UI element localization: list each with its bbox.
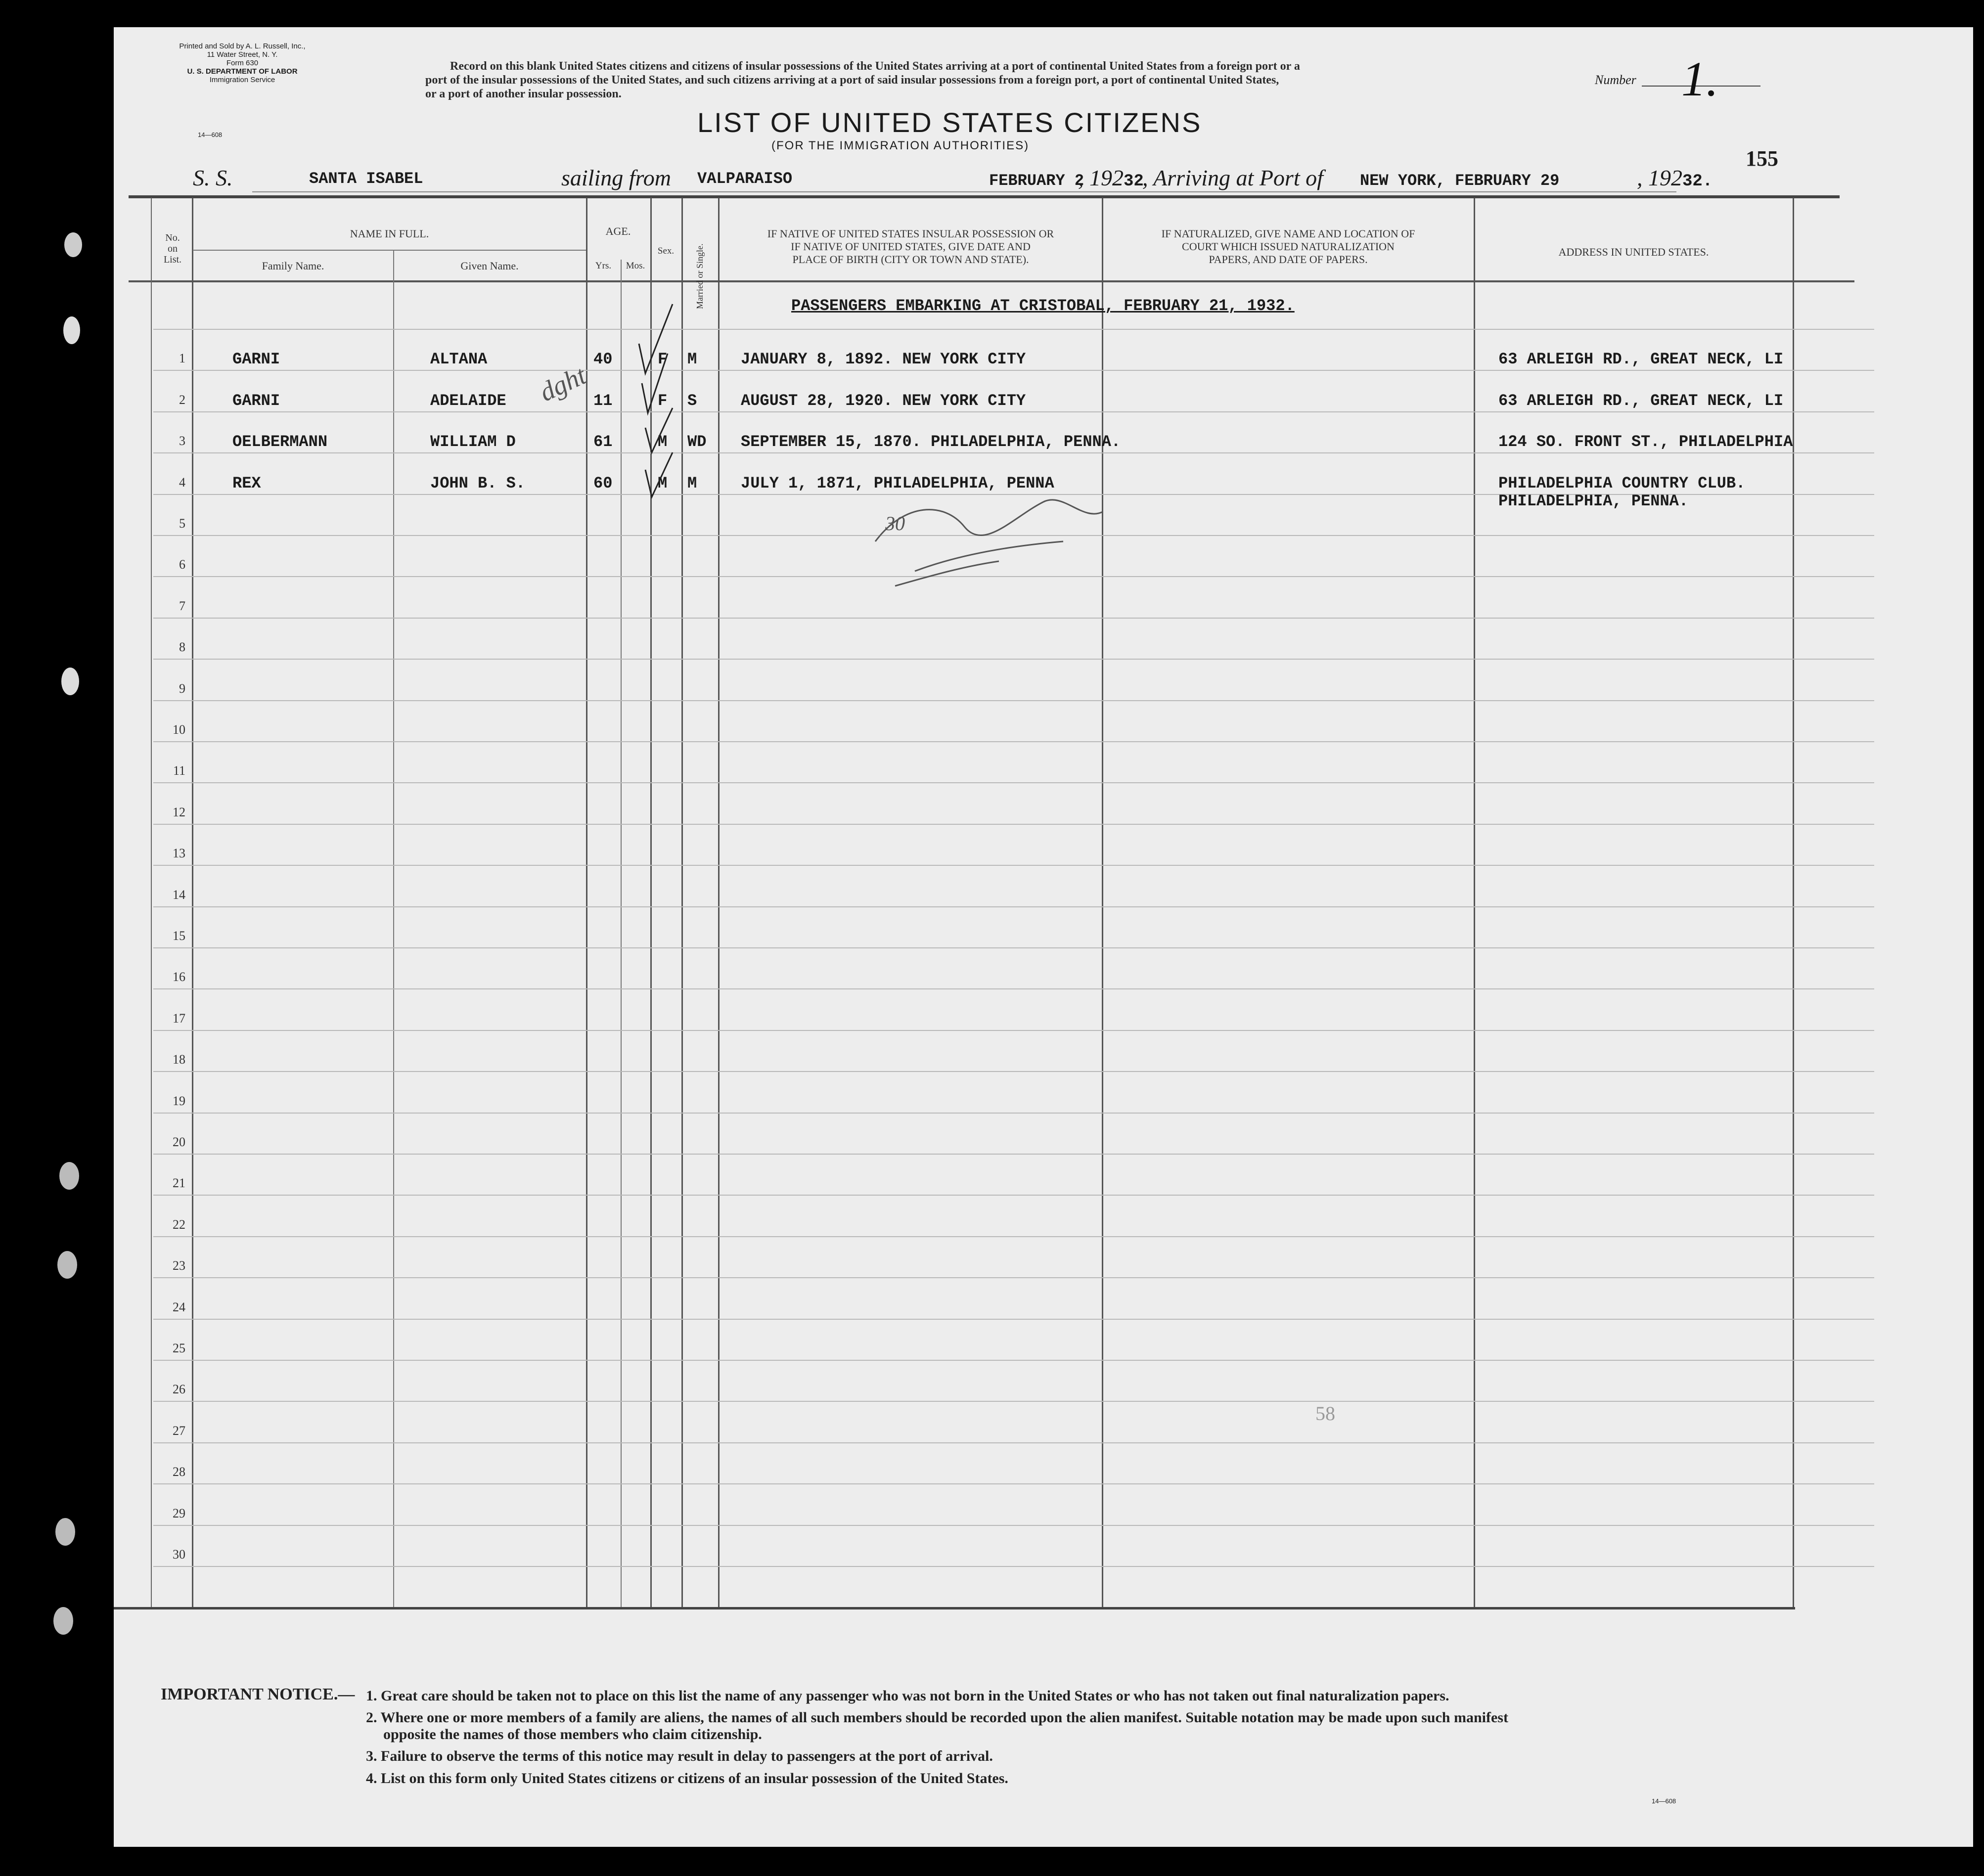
footer-code: 14—608: [1652, 1797, 1676, 1805]
row-number: 5: [179, 516, 185, 531]
instruction-line-3: or a port of another insular possession.: [425, 88, 622, 100]
punch-hole: [59, 1162, 79, 1190]
row-number: 20: [173, 1135, 185, 1149]
year-prefix-1: , 192: [1078, 165, 1124, 190]
row-number: 22: [173, 1217, 185, 1232]
header-family-name: Family Name.: [262, 260, 324, 272]
year-prefix-2: , 192: [1637, 165, 1682, 190]
header-list: List.: [163, 254, 182, 265]
passenger-marital-status: M: [687, 474, 697, 492]
passenger-marital-status: M: [687, 350, 697, 368]
passenger-given-name: ADELAIDE: [430, 392, 506, 410]
punch-hole: [64, 232, 82, 257]
instruction-line-2: port of the insular possessions of the United States, and such citizens arriving at a port of said insular possessions from a foreign port, a port of continental United States,: [425, 74, 1279, 87]
row-number: 24: [173, 1300, 185, 1314]
punch-hole: [63, 316, 80, 344]
ship-name: SANTA ISABEL: [309, 170, 423, 188]
form-code: 14—608: [198, 131, 223, 138]
row-number: 4: [179, 475, 185, 490]
handwritten-dght: dght: [535, 360, 591, 407]
handwritten-annotation: 30: [885, 512, 905, 535]
passenger-address: 63 ARLEIGH RD., GREAT NECK, LI: [1498, 392, 1784, 410]
row-number: 23: [173, 1258, 185, 1273]
punch-hole: [55, 1518, 75, 1546]
number-value: 1.: [1681, 51, 1718, 106]
printer-line-1: Printed and Sold by A. L. Russell, Inc.,: [179, 42, 306, 50]
header-name-in-full: NAME IN FULL.: [350, 227, 429, 240]
notice-item-3: 3. Failure to observe the terms of this notice may result in delay to passengers at the port of arrival.: [366, 1748, 993, 1764]
passenger-marital-status: S: [687, 392, 697, 410]
passenger-given-name: ALTANA: [430, 350, 488, 368]
from-port: VALPARAISO: [697, 170, 793, 188]
year-suffix-2: 32.: [1682, 172, 1713, 191]
row-number: 26: [173, 1382, 185, 1396]
page-title: LIST OF UNITED STATES CITIZENS: [697, 107, 1202, 138]
row-number: 29: [173, 1506, 185, 1520]
row-number: 1: [179, 351, 185, 365]
checkmark-stroke: [645, 408, 673, 452]
service: Immigration Service: [209, 76, 275, 84]
header-native-line-3: PLACE OF BIRTH (CITY OR TOWN AND STATE).: [792, 253, 1029, 266]
row-number: 27: [173, 1424, 185, 1438]
passenger-birth-details: JANUARY 8, 1892. NEW YORK CITY: [741, 350, 1026, 368]
passenger-address: 124 SO. FRONT ST., PHILADELPHIA: [1498, 433, 1793, 451]
row-number: 10: [173, 722, 185, 737]
checkmark-stroke: [639, 304, 673, 373]
header-address: ADDRESS IN UNITED STATES.: [1558, 246, 1709, 258]
passenger-family-name: GARNI: [232, 350, 280, 368]
header-native-line-1: IF NATIVE OF UNITED STATES INSULAR POSSESSION OR: [767, 227, 1054, 240]
passenger-age-years: 60: [593, 474, 613, 492]
row-number: 11: [173, 763, 185, 778]
row-number: 16: [173, 970, 185, 984]
row-number: 17: [173, 1011, 185, 1026]
punch-hole: [61, 668, 79, 695]
stamp-number: 58: [1315, 1402, 1335, 1425]
header-yrs: Yrs.: [595, 261, 612, 271]
header-age: AGE.: [605, 225, 631, 237]
row-number: 28: [173, 1465, 185, 1479]
page-subtitle: (FOR THE IMMIGRATION AUTHORITIES): [771, 139, 1030, 152]
row-number: 9: [179, 681, 185, 696]
passenger-age-years: 11: [593, 392, 613, 410]
row-number: 25: [173, 1341, 185, 1355]
page-number: 155: [1746, 146, 1778, 171]
header-sex: Sex.: [657, 246, 675, 256]
passenger-birth-details: JULY 1, 1871, PHILADELPHIA, PENNA: [741, 474, 1054, 492]
form-sheet: [114, 27, 1973, 1847]
header-naturalized-line-2: COURT WHICH ISSUED NATURALIZATION: [1182, 240, 1395, 253]
instruction-line-1: Record on this blank United States citizens and citizens of insular possessions of the United States arriving at a port of continental United States from a foreign port or a: [450, 60, 1300, 73]
sailing-label: sailing from: [561, 165, 671, 190]
row-number: 15: [173, 929, 185, 943]
passenger-given-name: WILLIAM D: [430, 433, 516, 451]
notice-item-4: 4. List on this form only United States citizens or citizens of an insular possession of the United States.: [366, 1770, 1008, 1787]
passenger-family-name: GARNI: [232, 392, 280, 410]
row-number: 13: [173, 846, 185, 860]
passenger-birth-details: SEPTEMBER 15, 1870. PHILADELPHIA, PENNA.: [741, 433, 1121, 451]
punch-hole: [57, 1251, 77, 1279]
number-label: Number: [1595, 73, 1636, 87]
passenger-sex: F: [658, 392, 668, 410]
department: U. S. DEPARTMENT OF LABOR: [187, 67, 298, 76]
row-number: 8: [179, 640, 185, 654]
signature-scribble: [875, 500, 1103, 586]
row-number: 30: [173, 1547, 185, 1562]
passenger-family-name: OELBERMANN: [232, 433, 328, 451]
checkmark-stroke: [645, 452, 673, 497]
year-suffix-1: 32: [1124, 172, 1144, 191]
row-number: 12: [173, 805, 185, 819]
row-number: 7: [179, 599, 185, 613]
section-heading: PASSENGERS EMBARKING AT CRISTOBAL, FEBRUARY 21, 1932.: [791, 297, 1295, 315]
header-given-name: Given Name.: [460, 260, 519, 272]
arriving-label: , Arriving at Port of: [1142, 165, 1323, 190]
passenger-birth-details: AUGUST 28, 1920. NEW YORK CITY: [741, 392, 1026, 410]
header-naturalized-line-1: IF NATURALIZED, GIVE NAME AND LOCATION OF: [1161, 227, 1415, 240]
form-number: Form 630: [226, 59, 259, 67]
row-number: 19: [173, 1094, 185, 1108]
row-number: 6: [179, 557, 185, 572]
passenger-sex: M: [658, 474, 668, 492]
header-on: on: [168, 243, 178, 254]
header-married-or-single: Married or Single.: [695, 243, 705, 309]
notice-item-2-continued: opposite the names of those members who claim citizenship.: [383, 1726, 762, 1742]
passenger-age-years: 40: [593, 350, 613, 368]
passenger-given-name: JOHN B. S.: [430, 474, 526, 492]
printer-line-2: 11 Water Street, N. Y.: [207, 50, 278, 59]
from-date: FEBRUARY 2: [989, 172, 1084, 190]
row-number: 21: [173, 1176, 185, 1190]
header-native-line-2: IF NATIVE OF UNITED STATES, GIVE DATE AND: [791, 240, 1031, 253]
checkmark-stroke: [642, 354, 668, 413]
passenger-marital-status: WD: [687, 433, 707, 451]
row-number: 18: [173, 1052, 185, 1067]
row-number: 14: [173, 888, 185, 902]
passenger-age-years: 61: [593, 433, 613, 451]
notice-item-1: 1. Great care should be taken not to place on this list the name of any passenger who was not born in the United States or who has not taken out final naturalization papers.: [366, 1688, 1449, 1704]
notice-item-2: 2. Where one or more members of a family are aliens, the names of all such members should be recorded upon the alien manifest. Suitable notation may be made upon such manifest: [366, 1709, 1508, 1726]
passenger-address: PHILADELPHIA COUNTRY CLUB.: [1498, 474, 1746, 492]
notice-heading: IMPORTANT NOTICE.—: [161, 1685, 355, 1703]
header-mos: Mos.: [626, 261, 645, 271]
header-naturalized-line-3: PAPERS, AND DATE OF PAPERS.: [1209, 253, 1368, 266]
arrival: NEW YORK, FEBRUARY 29: [1360, 172, 1560, 190]
passenger-family-name: REX: [232, 474, 261, 492]
row-number: 2: [179, 393, 185, 407]
row-number: 3: [179, 434, 185, 448]
passenger-address-line-2: PHILADELPHIA, PENNA.: [1498, 492, 1689, 510]
handwritten-checkmarks: [114, 27, 1973, 1847]
passenger-address: 63 ARLEIGH RD., GREAT NECK, LI: [1498, 350, 1784, 368]
passenger-sex: M: [658, 433, 668, 451]
punch-hole: [53, 1607, 73, 1635]
header-no: No.: [165, 232, 180, 243]
ss-label: S. S.: [193, 165, 233, 190]
passenger-sex: F: [658, 350, 668, 368]
